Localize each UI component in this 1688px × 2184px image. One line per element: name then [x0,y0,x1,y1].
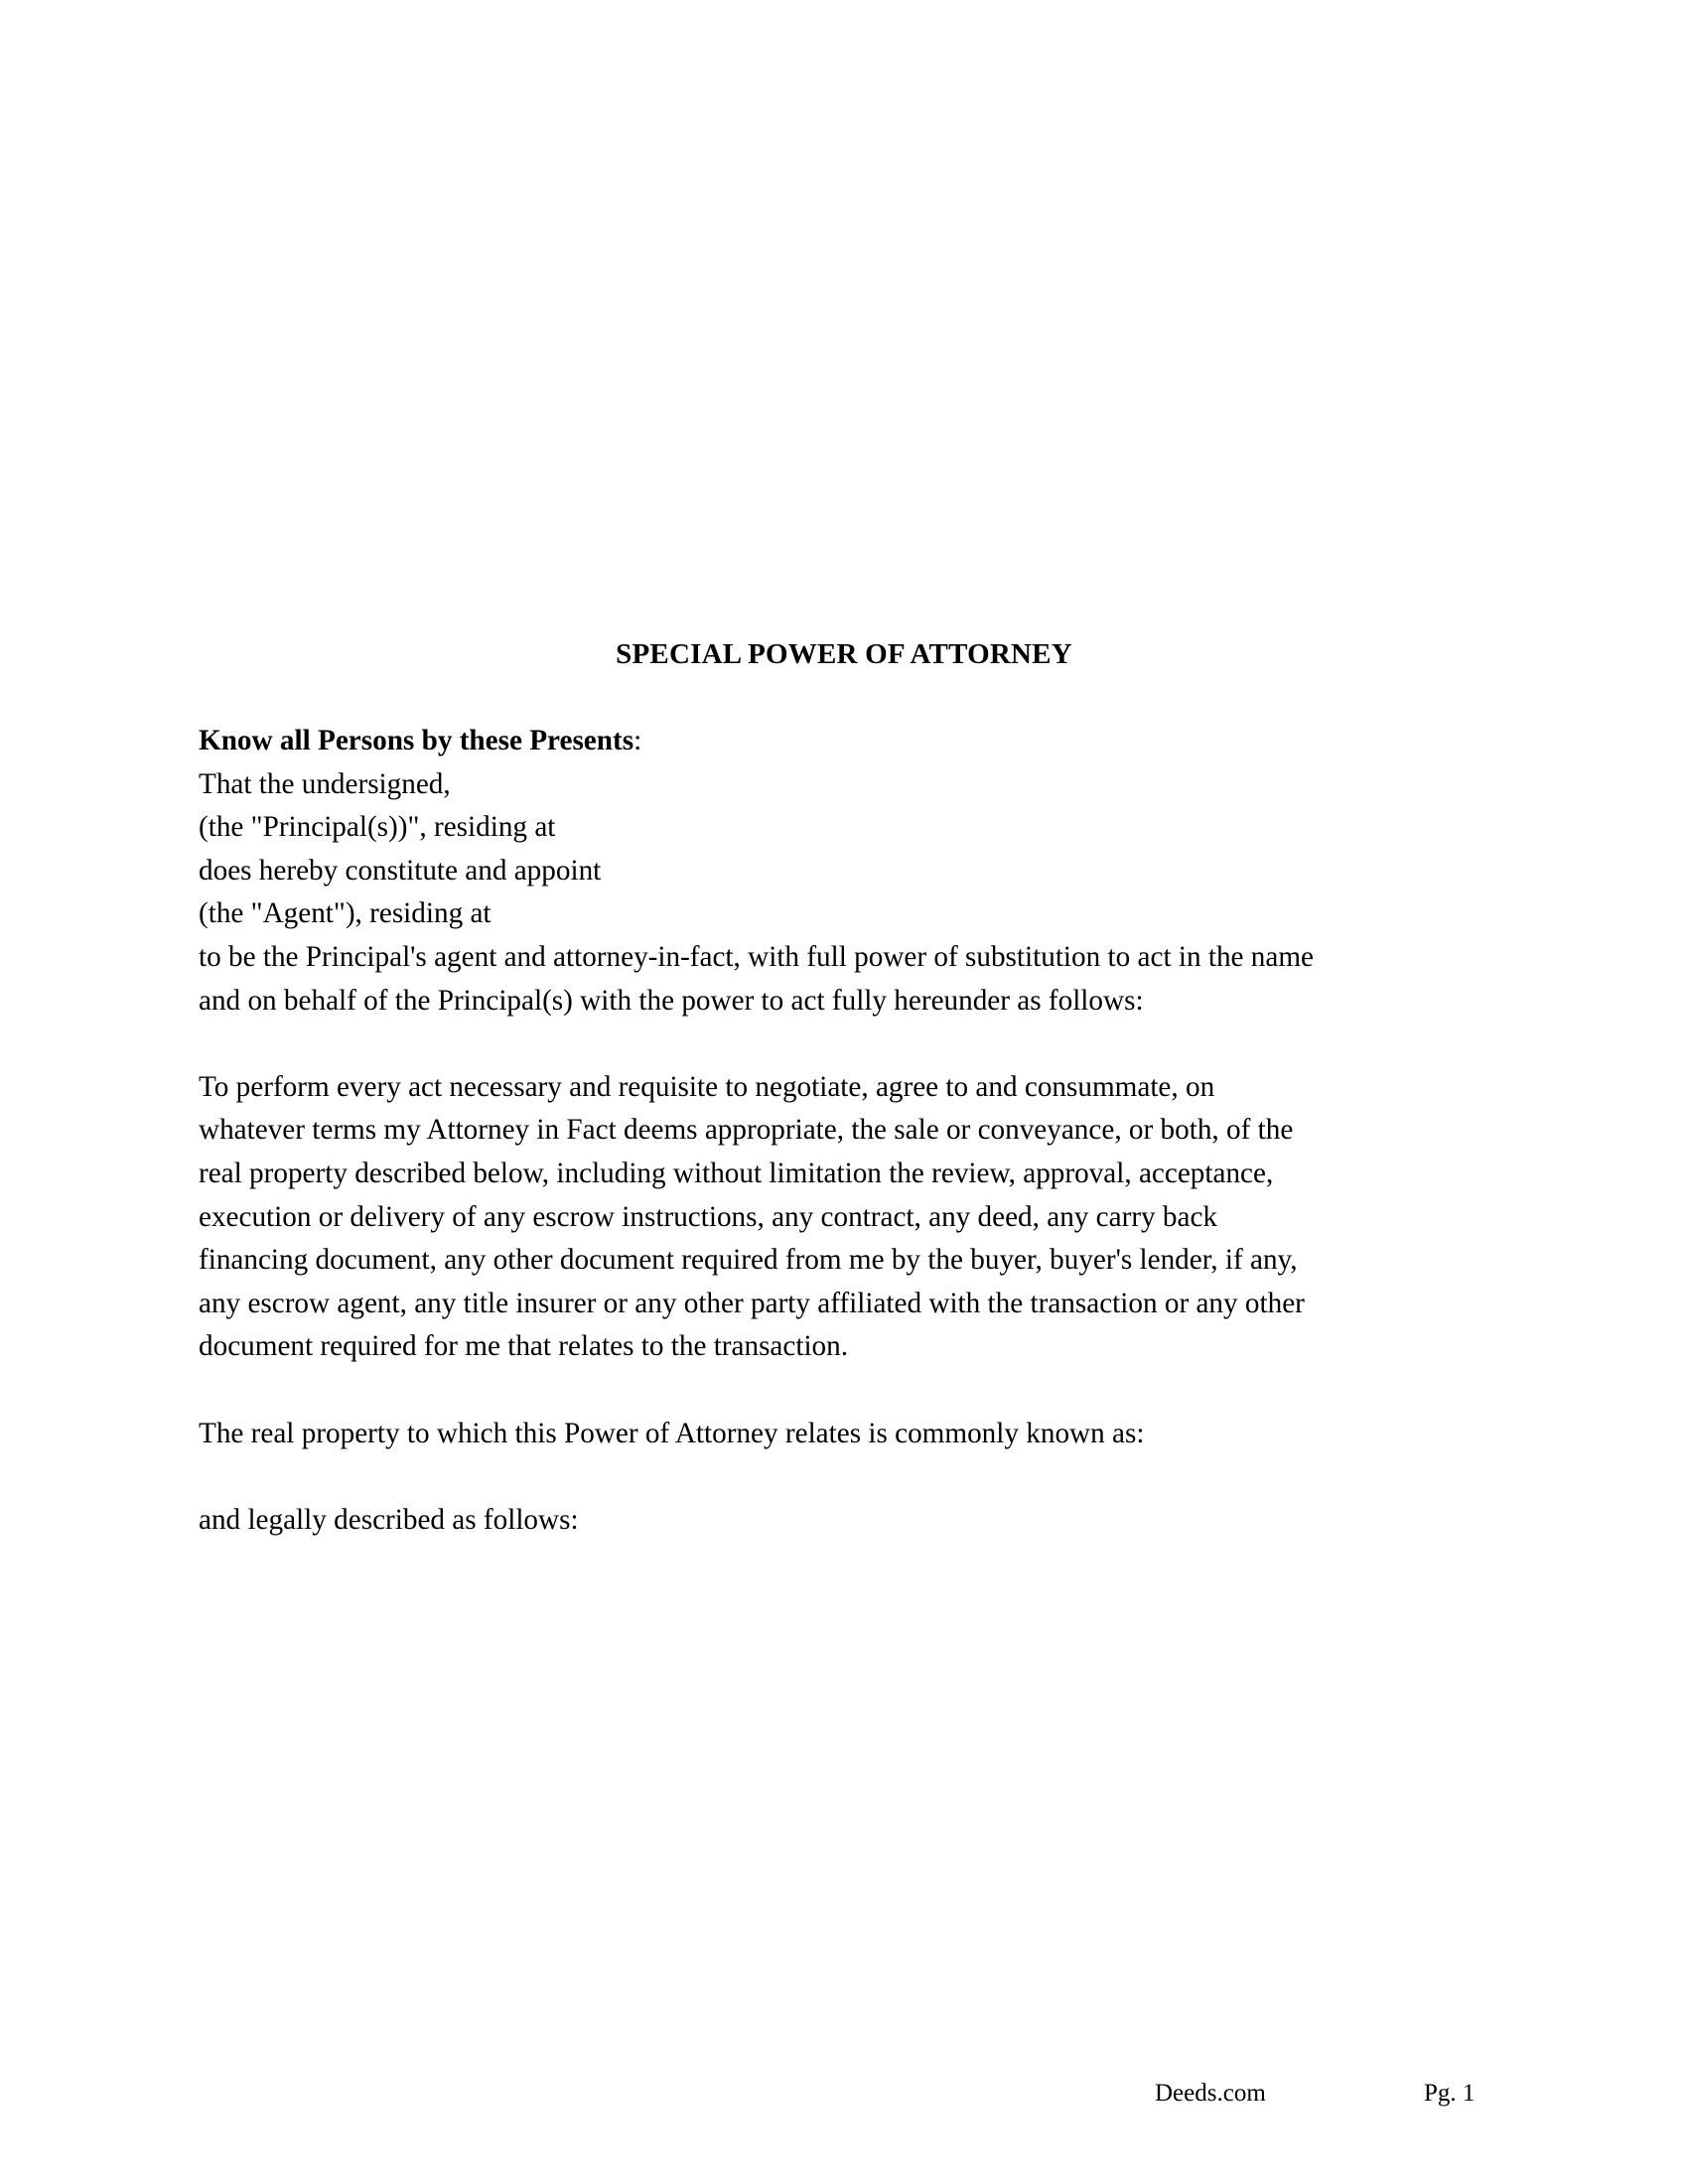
paragraph-gap [199,1455,1489,1499]
footer-page-number: Pg. 1 [1424,2080,1476,2107]
powers-line: execution or delivery of any escrow instructions, any contract, any deed, any carry back [199,1200,1218,1233]
intro-heading: Know all Persons by these Presents [199,725,634,756]
intro-heading-line [199,720,1489,763]
appointment-line: does hereby constitute and appoint [199,854,602,887]
appointment-line: (the "Agent"), residing at [199,897,492,930]
appointment-line: to be the Principal's agent and attorney-in-fact, with full power of substitution to act in the name [199,940,1315,973]
powers-line: To perform every act necessary and requisite to negotiate, agree to and consummate, on [199,1070,1215,1103]
powers-line: real property described below, including without limitation the review, approval, acceptance, [199,1157,1274,1189]
document-title: SPECIAL POWER OF ATTORNEY [616,638,1072,670]
paragraph-gap [199,1023,1489,1066]
paragraph-gap [199,1369,1489,1413]
legal-description-label: and legally described as follows: [199,1503,579,1536]
powers-line: whatever terms my Attorney in Fact deems appropriate, the sale or conveyance, or both, of the [199,1114,1294,1147]
document-body [199,720,1489,1542]
intro-heading-suffix: : [633,725,642,756]
appointment-line: That the undersigned, [199,767,451,800]
footer-source: Deeds.com [1155,2080,1266,2107]
powers-line: document required for me that relates to the transaction. [199,1330,849,1363]
appointment-line: and on behalf of the Principal(s) with the power to act fully hereunder as follows: [199,984,1144,1017]
powers-line: any escrow agent, any title insurer or any other party affiliated with the transaction or any other [199,1287,1305,1319]
powers-line: financing document, any other document required from me by the buyer, buyer's lender, if any, [199,1244,1298,1277]
appointment-line: (the "Principal(s))", residing at [199,811,556,844]
property-known-as: The real property to which this Power of Attorney relates is commonly known as: [199,1417,1145,1449]
